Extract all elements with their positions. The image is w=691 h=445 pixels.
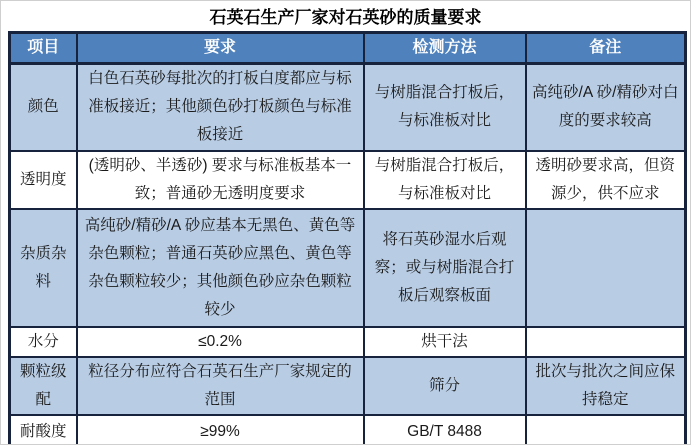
- table-row: [10, 151, 686, 209]
- cell-method: 烘干法: [364, 327, 526, 357]
- cell-requirement: 高纯砂/精砂/A 砂应基本无黑色、黄色等杂色颗粒；普通石英砂应黑色、黄色等杂色颗粒较少；其他颜色砂应杂色颗粒较少: [77, 209, 364, 327]
- cell-method: 将石英砂湿水后观察；或与树脂混合打板后观察板面: [364, 209, 526, 327]
- cell-requirement: 白色石英砂每批次的打板白度都应与标准板接近；其他颜色砂打板颜色与标准板接近: [77, 64, 364, 151]
- cell-method: 筛分: [364, 357, 526, 415]
- table-row: [10, 327, 686, 357]
- cell-requirement: ≤0.2%: [77, 327, 364, 357]
- cell-method: GB/T 8488: [364, 415, 526, 445]
- column-header-item: 项目: [10, 33, 77, 64]
- cell-item: 颗粒级配: [10, 357, 77, 415]
- column-header-note: 备注: [526, 33, 686, 64]
- header-row: [10, 33, 686, 64]
- table-row: [10, 209, 686, 327]
- cell-requirement: ≥99%: [77, 415, 364, 445]
- cell-method: 与树脂混合打板后，与标准板对比: [364, 151, 526, 209]
- cell-note: 透明砂要求高，但资源少，供不应求: [526, 151, 686, 209]
- cell-requirement: (透明砂、半透砂) 要求与标准板基本一致；普通砂无透明度要求: [77, 151, 364, 209]
- cell-note: [526, 209, 686, 327]
- cell-item: 水分: [10, 327, 77, 357]
- table-row: [10, 64, 686, 151]
- table-body: [10, 64, 686, 445]
- cell-note: 高纯砂/A 砂/精砂对白度的要求较高: [526, 64, 686, 151]
- cell-item: 透明度: [10, 151, 77, 209]
- cell-item: 耐酸度: [10, 415, 77, 445]
- table-row: [10, 415, 686, 445]
- cell-method: 与树脂混合打板后，与标准板对比: [364, 64, 526, 151]
- cell-item: 杂质杂料: [10, 209, 77, 327]
- column-header-requirement: 要求: [77, 33, 364, 64]
- page-title: 石英石生产厂家对石英砂的质量要求: [209, 8, 482, 27]
- table-row: [10, 357, 686, 415]
- cell-requirement: 粒径分布应符合石英石生产厂家规定的范围: [77, 357, 364, 415]
- quality-requirements-table: [8, 31, 687, 445]
- cell-note: [526, 327, 686, 357]
- column-header-method: 检测方法: [364, 33, 526, 64]
- cell-note: [526, 415, 686, 445]
- cell-note: 批次与批次之间应保持稳定: [526, 357, 686, 415]
- cell-item: 颜色: [10, 64, 77, 151]
- table-header: [10, 33, 686, 64]
